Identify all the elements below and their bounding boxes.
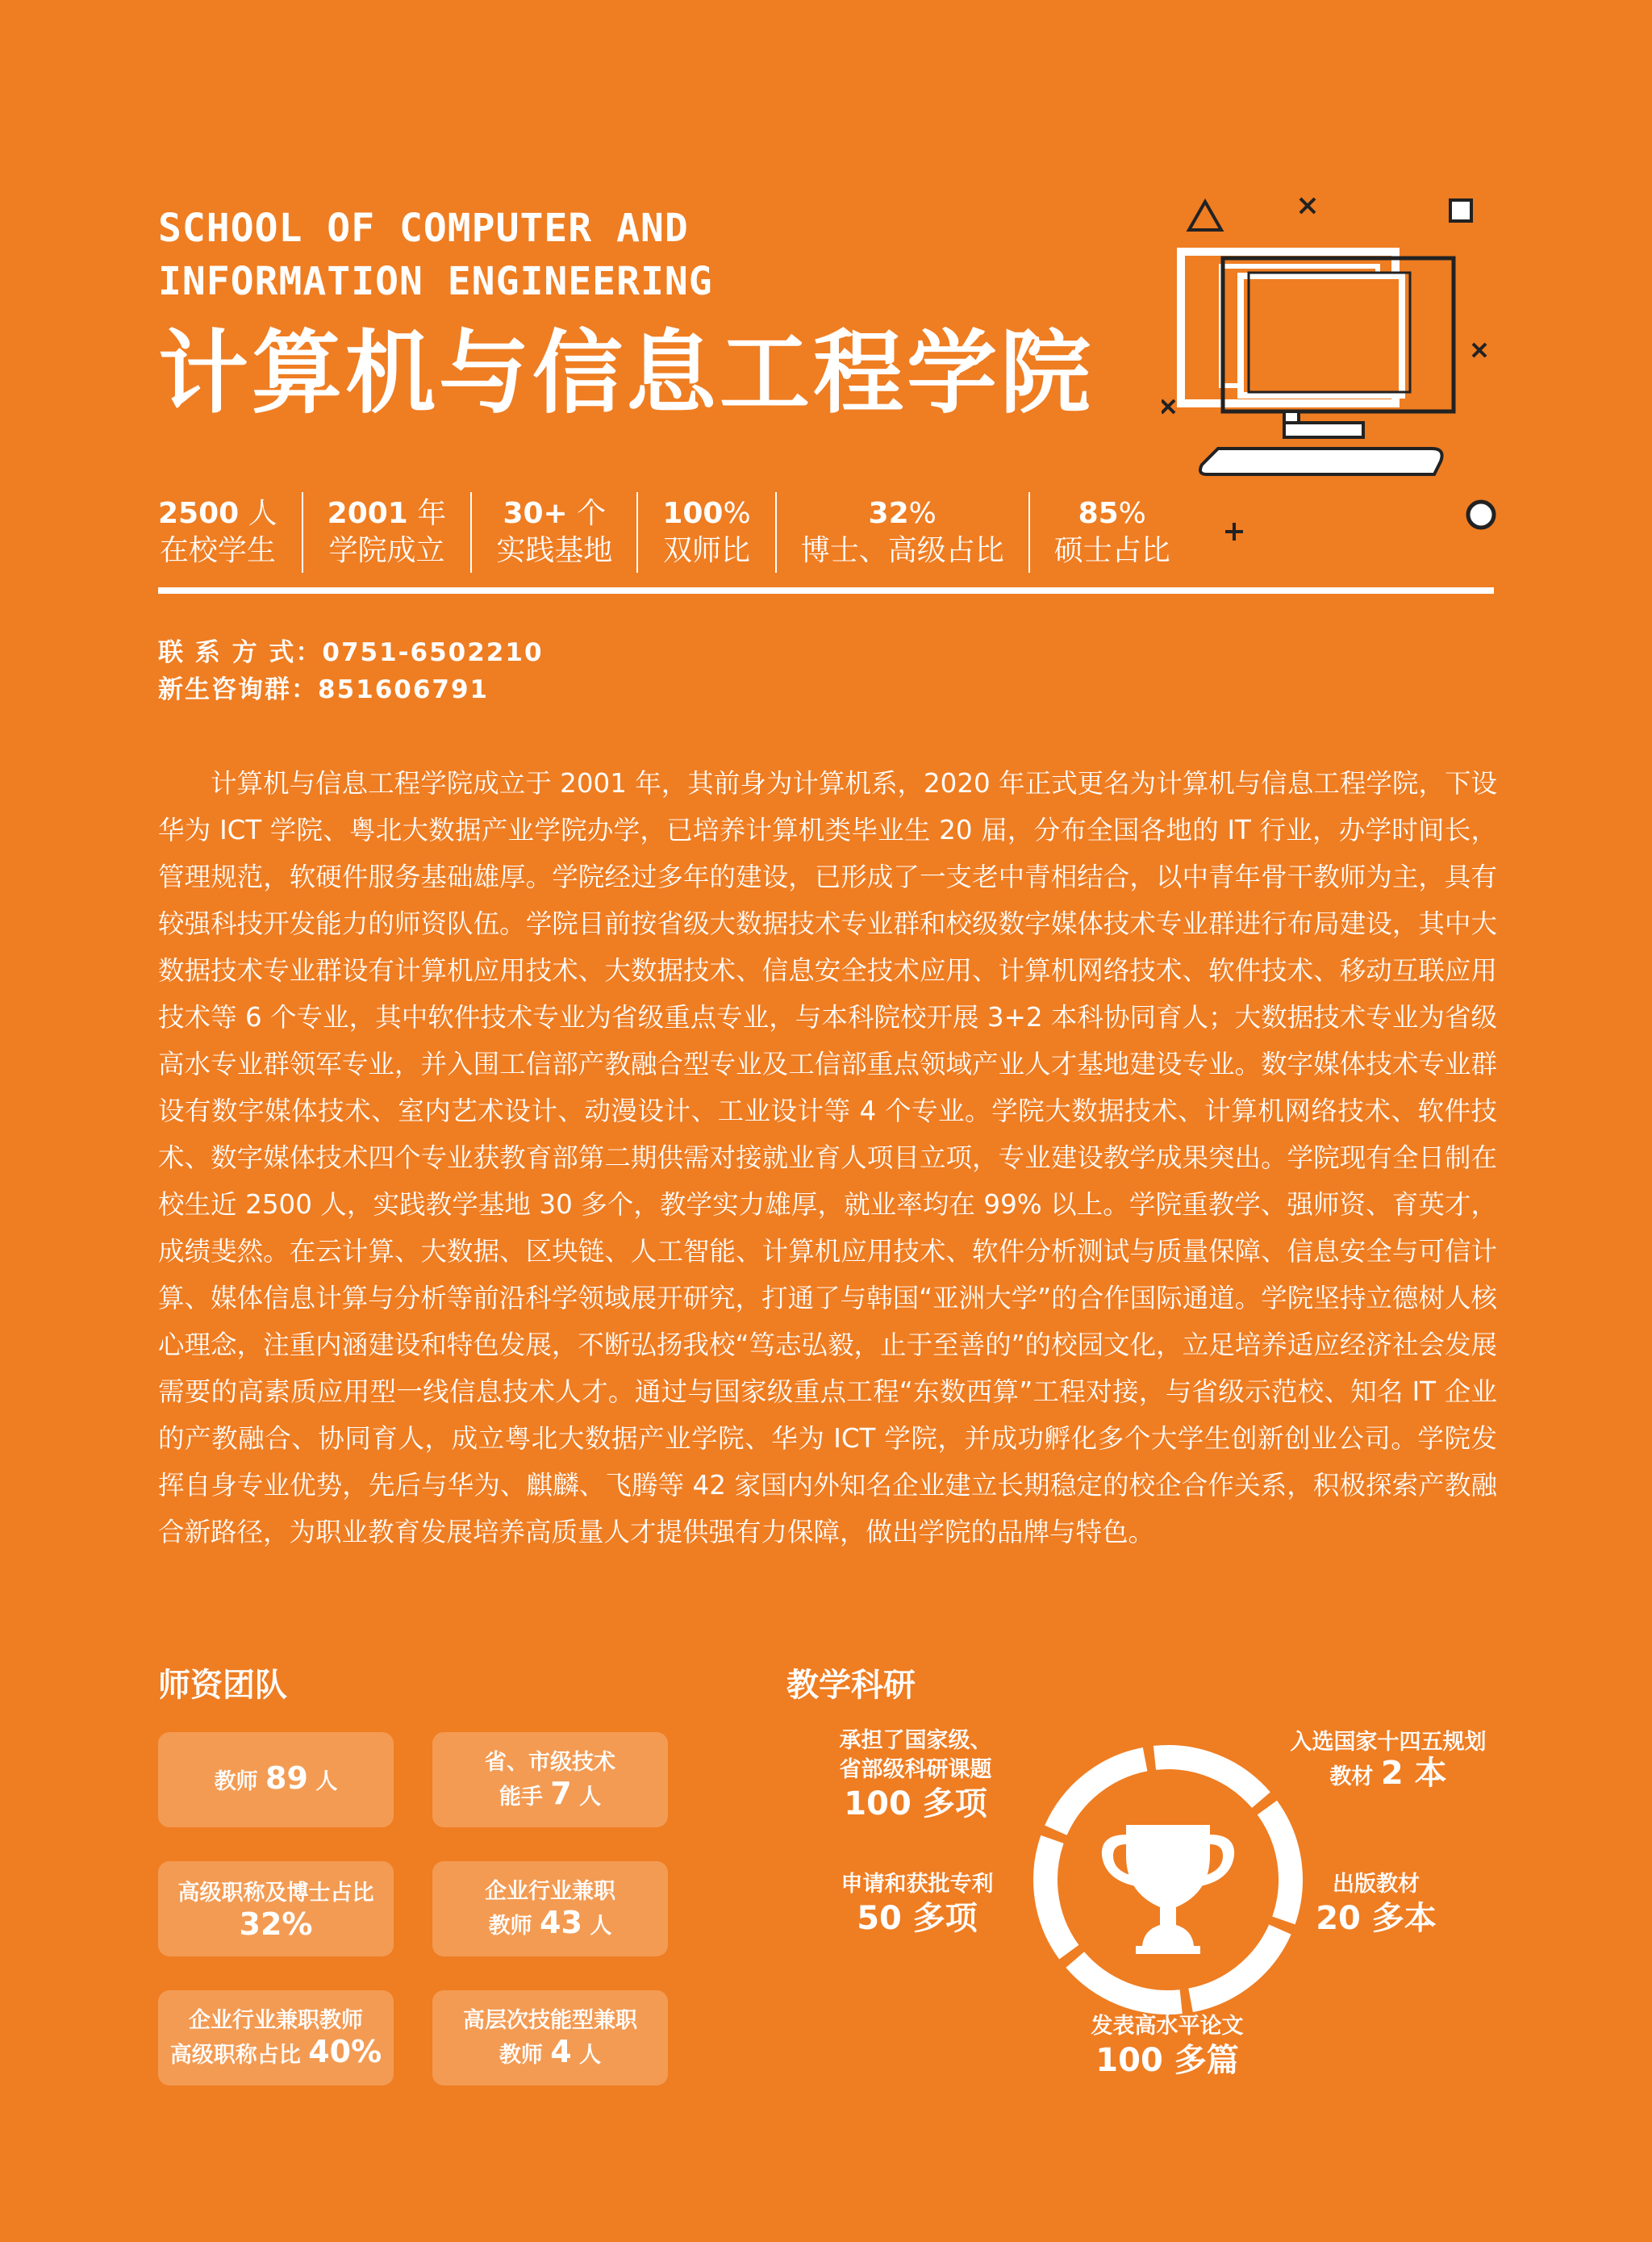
faculty-card-industry	[432, 1861, 668, 1956]
stat-label: 双师比	[663, 534, 751, 567]
card-unit: 人	[582, 1913, 612, 1939]
research-national-projects	[807, 1726, 1024, 1823]
faculty-card-industry-senior	[158, 1990, 394, 2085]
research-label: 申请和获批专利	[841, 1872, 994, 1897]
circle-icon	[1468, 502, 1494, 528]
stat-label: 博士、高级占比	[800, 534, 1004, 567]
card-label: 教师	[214, 1768, 266, 1794]
stat-unit: 人	[239, 497, 277, 530]
stat-label: 学院成立	[328, 534, 445, 567]
card-value: 32%	[239, 1906, 313, 1942]
card-value: 40%	[308, 2033, 382, 2069]
stat-label: 硕士占比	[1053, 534, 1170, 567]
card-label-2: 能手	[499, 1784, 551, 1810]
research-value: 20 多本	[1316, 1900, 1437, 1937]
card-label-2: 教师	[488, 1913, 540, 1939]
card-value: 89	[265, 1760, 308, 1796]
cross-icon-right	[1473, 344, 1486, 357]
screen-icon	[1241, 276, 1402, 395]
research-papers	[1066, 2012, 1268, 2080]
stat-unit: %	[908, 497, 937, 530]
research-label: 出版教材	[1333, 1872, 1420, 1897]
card-value: 4	[550, 2033, 572, 2069]
stat-unit: %	[1118, 497, 1146, 530]
faculty-card-teachers	[158, 1732, 394, 1827]
stat-value: 2500	[158, 497, 240, 530]
stat-founded	[302, 492, 471, 573]
research-value: 100 多项	[844, 1785, 987, 1822]
trophy-icon	[1102, 1825, 1234, 1954]
square-icon	[1450, 200, 1471, 221]
cross-icon	[1300, 198, 1315, 213]
stat-master-ratio	[1028, 492, 1195, 573]
english-title	[158, 202, 713, 308]
research-value: 100 多篇	[1095, 2042, 1239, 2079]
stat-value: 30+	[503, 497, 568, 530]
trophy-ring	[1023, 1735, 1313, 2025]
card-value: 43	[540, 1904, 582, 1940]
stat-unit: 年	[407, 497, 447, 530]
divider	[158, 587, 1494, 594]
stat-unit: 个	[567, 497, 607, 530]
research-label-2: 教材	[1329, 1764, 1381, 1789]
stats-bar	[158, 492, 1195, 573]
stat-students	[158, 492, 302, 573]
stand-icon	[1284, 423, 1363, 437]
card-label-2: 高级职称占比	[169, 2042, 309, 2068]
contact-phone: 联 系 方 式：0751-6502210	[158, 638, 544, 667]
research-label: 承担了国家级、	[839, 1728, 992, 1753]
stat-doctor-ratio	[775, 492, 1028, 573]
research-label: 发表高水平论文	[1091, 2014, 1244, 2039]
cross-icon-left	[1162, 400, 1174, 413]
card-label: 高层次技能型兼职	[463, 2007, 637, 2033]
stat-dual-teacher	[636, 492, 774, 573]
english-title-line2: INFORMATION ENGINEERING	[158, 259, 713, 304]
keyboard-icon	[1200, 449, 1442, 474]
card-label: 省、市级技术	[485, 1749, 615, 1775]
faculty-title: 师资团队	[158, 1667, 287, 1704]
stat-bases	[470, 492, 636, 573]
stat-value: 2001	[327, 497, 408, 530]
contact-group: 新生咨询群：851606791	[158, 675, 490, 704]
research-textbook-plan	[1271, 1728, 1505, 1793]
stat-unit: %	[723, 497, 751, 530]
contact-info	[158, 634, 544, 708]
card-value: 7	[550, 1775, 572, 1811]
computer-illustration	[1162, 177, 1500, 541]
stat-label: 在校学生	[159, 534, 276, 567]
research-label: 入选国家十四五规划	[1290, 1730, 1487, 1755]
stat-value: 100	[662, 497, 724, 530]
research-value: 50 多项	[857, 1900, 978, 1937]
card-label: 高级职称及博士占比	[177, 1881, 374, 1906]
research-label-2: 省部级科研课题	[839, 1757, 992, 1782]
stat-value: 32	[868, 497, 909, 530]
research-value: 2 本	[1380, 1755, 1447, 1792]
faculty-card-experts	[432, 1732, 668, 1827]
faculty-card-senior-ratio	[158, 1861, 394, 1956]
chinese-title: 计算机与信息工程学院	[158, 321, 1094, 426]
triangle-icon	[1189, 202, 1221, 230]
research-patents	[816, 1870, 1018, 1938]
english-title-line1: SCHOOL OF COMPUTER AND	[158, 206, 689, 251]
research-books	[1279, 1870, 1473, 1938]
card-unit: 人	[571, 1784, 602, 1810]
research-title: 教学科研	[786, 1667, 916, 1704]
card-label: 企业行业兼职教师	[189, 2007, 363, 2033]
card-unit: 人	[571, 2042, 602, 2068]
card-label-2: 教师	[499, 2042, 551, 2068]
stat-value: 85	[1078, 497, 1119, 530]
card-unit: 人	[307, 1768, 338, 1794]
intro-paragraph: 计算机与信息工程学院成立于 2001 年，其前身为计算机系，2020 年正式更名为计算机与信息工程学院，下设华为 ICT 学院、粤北大数据产业学院办学，已培养计算机类毕业生 20 届，分布全国各地的 IT 行业，办学时间长，管理规范，软硬件服务基础雄厚。学院经过多年的建设，已形成了一支老中青相结合，以中青年骨干教师为主，具有较强科技开发能力的师资队伍。学院目前按省级大数据技术专业群和校级数字媒体技术专业群进行布局建设，其中大数据技术专业群设有计算机应用技术、大数据技术、信息安全技术应用、计算机网络技术、软件技术、移动互联应用技术等 6 个专业，其中软件技术专业为省级重点专业，与本科院校开展 3+2 本科协同育人；大数据技术专业为省级高水专业群领军专业，并入围工信部产教融合型专业及工信部重点领域产业人才基地建设专业。数字媒体技术专业群设有数字媒体技术、室内艺术设计、动漫设计、工业设计等 4 个专业。学院大数据技术、计算机网络技术、软件技术、数字媒体技术四个专业获教育部第二期供需对接就业育人项目立项，专业建设教学成果突出。学院现有全日制在校生近 2500 人，实践教学基地 30 多个，教学实力雄厚，就业率均在 99% 以上。学院重教学、强师资、育英才，成绩斐然。在云计算、大数据、区块链、人工智能、计算机应用技术、软件分析测试与质量保障、信息安全与可信计算、媒体信息计算与分析等前沿科学领域展开研究，打通了与韩国“亚洲大学”的合作国际通道。学院坚持立德树人核心理念，注重内涵建设和特色发展，不断弘扬我校“笃志弘毅，止于至善的”的校园文化，立足培养适应经济社会发展需要的高素质应用型一线信息技术人才。通过与国家级重点工程“东数西算”工程对接，与省级示范校、知名 IT 企业的产教融合、协同育人，成立粤北大数据产业学院、华为 ICT 学院，并成功孵化多个大学生创新创业公司。学院发挥自身专业优势，先后与华为、麒麟、飞腾等 42 家国内外知名企业建立长期稳定的校企合作关系，积极探索产教融合新路径，为职业教育发展培养高质量人才提供强有力保障，做出学院的品牌与特色。	[158, 768, 1497, 1547]
stat-label: 实践基地	[496, 534, 613, 567]
plus-icon	[1225, 523, 1243, 541]
card-label: 企业行业兼职	[485, 1878, 615, 1904]
faculty-card-high-skill	[432, 1990, 668, 2085]
